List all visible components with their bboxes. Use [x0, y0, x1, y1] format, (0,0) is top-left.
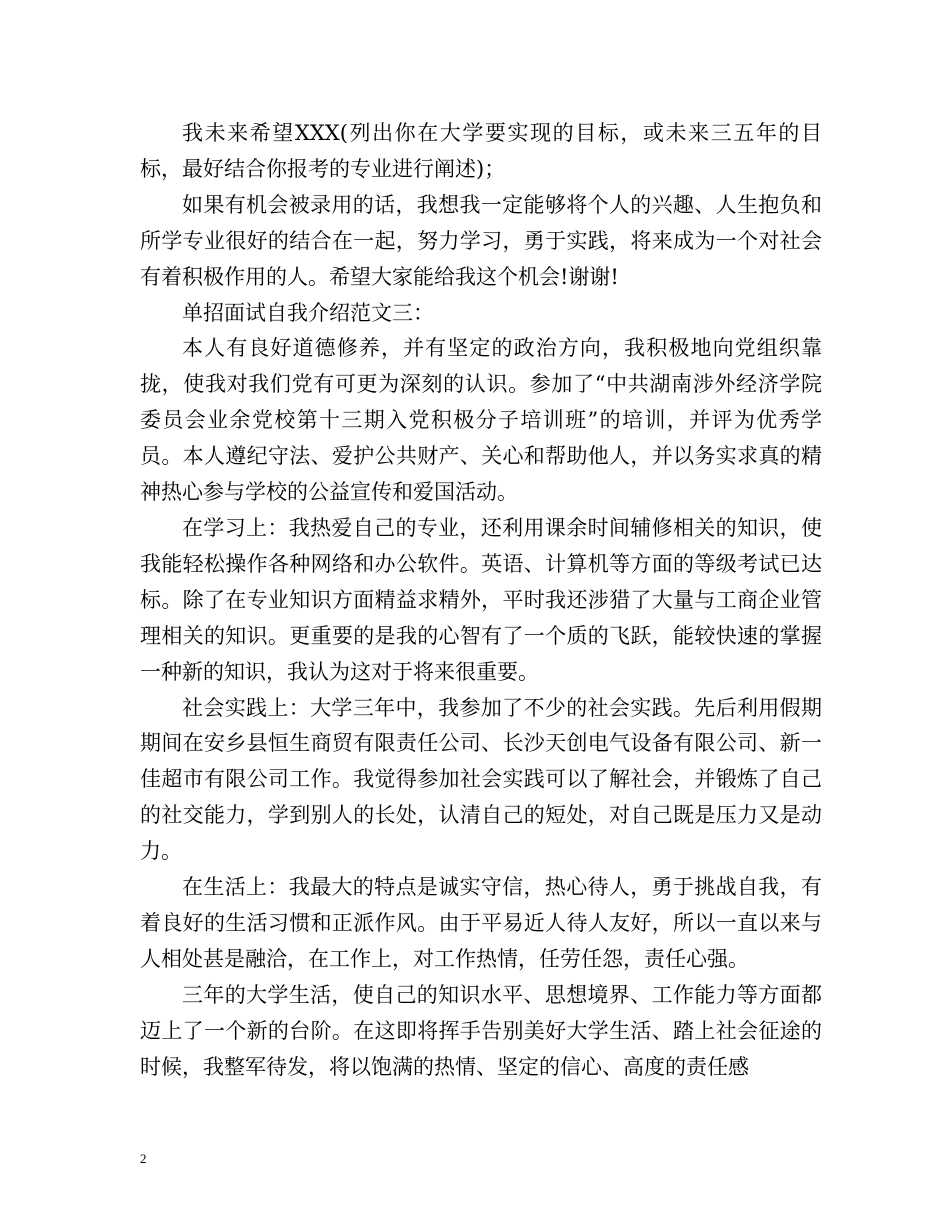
paragraph-university-summary: 三年的大学生活，使自己的知识水平、思想境界、工作能力等方面都迈上了一个新的台阶。在这即将挥手告别美好大学生活、踏上社会征途的时候，我整军待发，将以饱满的热情、坚定的信心、高度的责任感: [140, 982, 822, 1079]
paragraph-study: 在学习上：我热爱自己的专业，还利用课余时间辅修相关的知识，使我能轻松操作各种网络和办公软件。英语、计算机等方面的等级考试已达标。除了在专业知识方面精益求精外，平时我还涉猎了大量与工商企业管理相关的知识。更重要的是我的心智有了一个质的飞跃，能较快速的掌握一种新的知识，我认为这对于将来很重要。: [140, 515, 822, 684]
paragraph-future-goals: 我未来希望XXX(列出你在大学要实现的目标，或未来三五年的目标，最好结合你报考的专业进行阐述)；: [140, 121, 822, 181]
document-body: [140, 116, 822, 1085]
page-number: 2: [140, 1151, 147, 1166]
paragraph-hire-hope: 如果有机会被录用的话，我想我一定能够将个人的兴趣、人生抱负和所学专业很好的结合在一起，努力学习，勇于实践，将来成为一个对社会有着积极作用的人。希望大家能给我这个机会!谢谢!: [140, 192, 822, 289]
paragraph-moral-character: 本人有良好道德修养，并有坚定的政治方向，我积极地向党组织靠拢，使我对我们党有可更为深刻的认识。参加了“中共湖南涉外经济学院委员会业余党校第十三期入党积极分子培训班”的培训，并评为优秀学员。本人遵纪守法、爱护公共财产、关心和帮助他人，并以务实求真的精神热心参与学校的公益宣传和爱国活动。: [140, 336, 822, 505]
paragraph-social-practice: 社会实践上：大学三年中，我参加了不少的社会实践。先后利用假期期间在安乡县恒生商贸有限责任公司、长沙天创电气设备有限公司、新一佳超市有限公司工作。我觉得参加社会实践可以了解社会，并锻炼了自己的社交能力，学到别人的长处，认清自己的短处，对自己既是压力又是动力。: [140, 695, 822, 864]
paragraph-life: 在生活上：我最大的特点是诚实守信，热心待人，勇于挑战自我，有着良好的生活习惯和正派作风。由于平易近人待人友好，所以一直以来与人相处甚是融洽，在工作上，对工作热情，任劳任怨，责任心强。: [140, 875, 822, 971]
paragraph-sample-heading: 单招面试自我介绍范文三：: [182, 300, 434, 325]
